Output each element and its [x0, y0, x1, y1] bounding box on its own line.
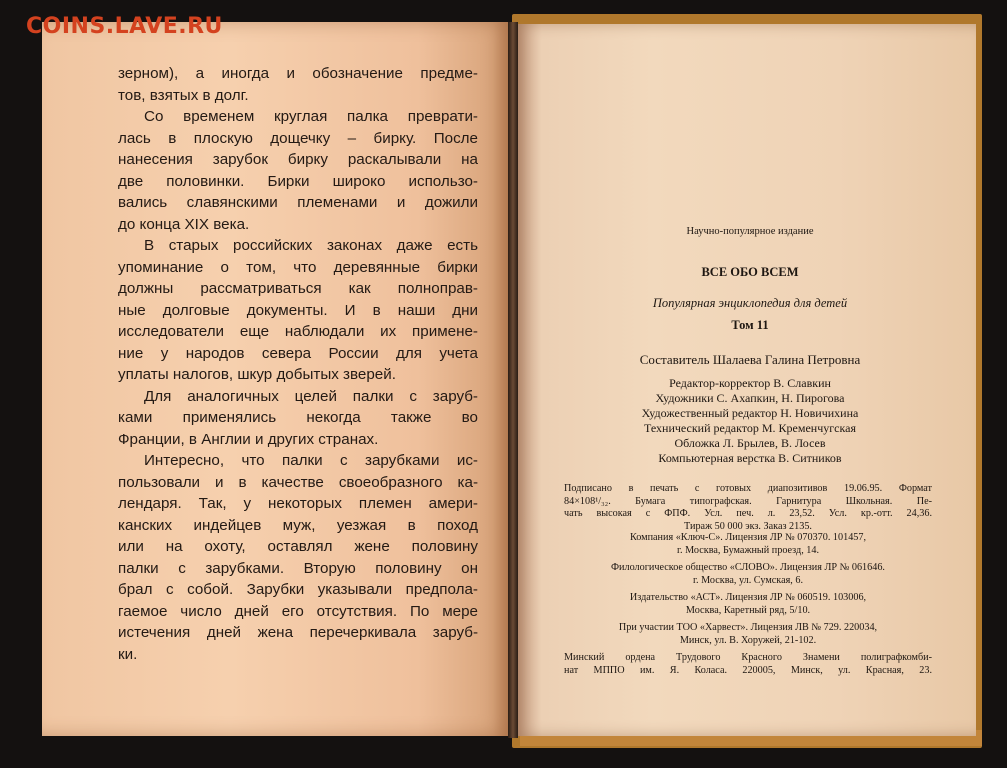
left-page-text — [118, 63, 478, 665]
text-line: две половинки. Бирки широко использо- — [118, 172, 478, 190]
imprint-line: 84×108¹/₃₂. Бумага типографская. Гарнитура Школьная. Пе- — [564, 495, 932, 507]
publisher-line: При участии ТОО «Харвест». Лицензия ЛВ № 729. 220034, — [618, 622, 878, 633]
book-spine — [508, 22, 518, 738]
printer-line: нат МППО им. Я. Коласа. 220005, Минск, ул. Красная, 23. — [564, 664, 932, 676]
watermark: COINS.LAVE.RU — [26, 14, 223, 39]
text-line: до конца XIX века. — [118, 215, 250, 233]
text-line: нанесения зарубок бирку раскалывали на — [118, 151, 478, 168]
text-line: Франции, в Англии и других странах. — [118, 430, 379, 448]
credit-line: Компьютерная верстка В. Ситников — [658, 451, 842, 465]
book-subtitle: Популярная энциклопедия для детей — [652, 296, 848, 310]
text-line: гаемое число дней его отсутствия. По мере — [118, 602, 478, 620]
text-line: упоминание о том, что деревянные бирки — [118, 258, 478, 276]
publisher-line: Издательство «АСТ». Лицензия ЛР № 060519. 103006, — [629, 592, 867, 603]
publisher-line: Филологическое общество «СЛОВО». Лицензия ЛР № 061646. — [611, 562, 885, 573]
credit-line: Художественный редактор Н. Новичихина — [641, 406, 859, 420]
text-line: ные долговые документы. И в наши дни — [118, 301, 478, 319]
publisher-block — [564, 592, 932, 617]
credit-line: Технический редактор М. Кременчугская — [643, 421, 857, 435]
text-line: палки с зарубками. Вторую половину он — [118, 559, 478, 577]
edition-type: Научно-популярное издание — [686, 226, 814, 237]
text-line: или на охоту, оставлял жене половину — [118, 538, 478, 555]
publisher-line: Компания «Ключ-С». Лицензия ЛР № 070370. 101457, — [629, 532, 867, 543]
publisher-line: г. Москва, ул. Сумская, 6. — [692, 574, 804, 586]
imprint-line: Тираж 50 000 экз. Заказ 2135. — [684, 520, 812, 532]
imprint-line: Подписано в печать с готовых диапозитивов 19.06.95. Формат — [564, 483, 932, 494]
text-line: В старых российских законах даже есть — [144, 237, 478, 254]
imprint-line: чать высокая с ФПФ. Усл. печ. л. 23,52. Усл. кр.-отт. 24,36. — [564, 508, 932, 520]
text-line: ками применялись некогда также во — [118, 409, 478, 426]
book-title: ВСЕ ОБО ВСЕМ — [701, 265, 799, 279]
compiler-line: Составитель Шалаева Галина Петровна — [639, 352, 861, 367]
publisher-line: Минск, ул. В. Хоружей, 21-102. — [679, 634, 817, 646]
publisher-line: г. Москва, Бумажный проезд, 14. — [676, 544, 820, 556]
text-line: брал с собой. Зарубки указывали предпола- — [118, 581, 478, 598]
text-line: зерном), а иногда и обозначение предме- — [118, 65, 478, 82]
text-line: Интересно, что палки с зарубками ис- — [144, 452, 478, 469]
printer-block — [564, 652, 932, 677]
text-line: вались славянскими племенами и дожили — [118, 194, 478, 211]
publisher-block — [564, 562, 932, 587]
text-line: исследователи еще наблюдали их примене- — [118, 323, 478, 340]
credit-line: Редактор-корректор В. Славкин — [669, 376, 831, 390]
volume-number: Том 11 — [731, 318, 769, 332]
credit-line: Художники С. Ахапкин, Н. Пирогова — [655, 391, 845, 405]
imprint-block — [564, 483, 932, 533]
text-line: Для аналогичных целей палки с заруб- — [144, 387, 478, 405]
credit-line: Обложка Л. Брылев, В. Лосев — [674, 436, 826, 450]
text-line: должны рассматриваться как полноправ- — [118, 280, 478, 297]
text-line: тов, взятых в долг. — [118, 86, 249, 104]
text-line: ние у народов севера России для учета — [118, 344, 478, 362]
text-line: уплаты налогов, шкур добытых зверей. — [118, 366, 396, 383]
text-line: Со временем круглая палка преврати- — [144, 108, 478, 125]
text-line: лась в плоскую дощечку – бирку. После — [118, 129, 478, 147]
publisher-block — [564, 622, 932, 647]
text-line: пользовали и в качестве своеобразного ка- — [118, 473, 478, 491]
text-line: канских индейцев муж, уезжая в поход — [118, 516, 478, 534]
text-line: лендаря. Так, у некоторых племен амери- — [118, 495, 478, 512]
printer-line: Минский ордена Трудового Красного Знамени полиграфкомби- — [564, 652, 932, 663]
publisher-block — [564, 532, 932, 557]
publisher-line: Москва, Каретный ряд, 5/10. — [685, 604, 811, 616]
text-line: ки. — [118, 645, 138, 663]
text-line: истечения дней жена перечеркивала заруб- — [118, 624, 478, 641]
